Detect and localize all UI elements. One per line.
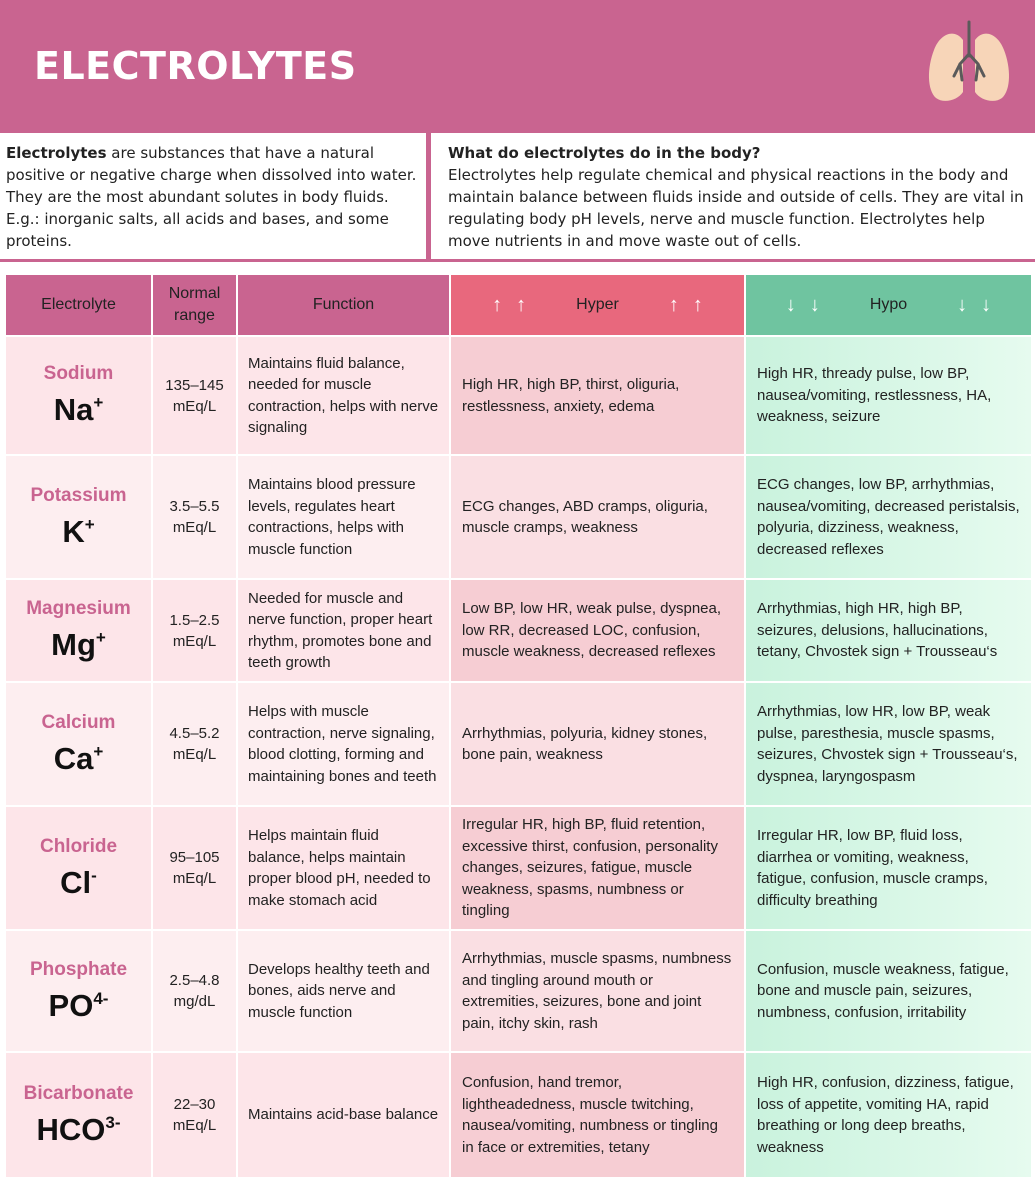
header-normal-range: Normal range: [153, 275, 236, 335]
electrolyte-cell: [6, 931, 151, 1051]
electrolyte-name: Phosphate: [29, 958, 128, 980]
electrolyte-symbol: Mg+: [51, 627, 106, 662]
hypo-cell: Confusion, muscle weakness, fatigue, bone and muscle pain, seizures, numbness, confusion, irritability: [746, 931, 1031, 1051]
hypo-cell: ECG changes, low BP, arrhythmias, nausea/vomiting, decreased peristalsis, polyuria, dizziness, weakness, decreased reflexes: [746, 456, 1031, 578]
normal-range-cell: 3.5–5.5 mEq/L: [153, 456, 236, 578]
arrow-down-icon: ↓: [809, 294, 820, 316]
electrolyte-name: Potassium: [30, 484, 127, 506]
arrow-down-icon: ↓: [785, 294, 796, 316]
arrow-up-icon: ↑: [492, 294, 503, 316]
arrow-up-icon: ↑: [668, 294, 679, 316]
function-cell: Needed for muscle and nerve function, proper heart rhythm, promotes bone and teeth growth: [238, 580, 449, 681]
function-cell: Develops healthy teeth and bones, aids nerve and muscle function: [238, 931, 449, 1051]
definition-text: are substances that have a natural positive or negative charge when dissolved into water. They are the most abundant solutes in body fluids. E.g.: inorganic salts, all acids and bases, and some proteins.: [6, 144, 417, 250]
hyper-cell: High HR, high BP, thirst, oliguria, restlessness, anxiety, edema: [451, 337, 744, 454]
header-hyper: [451, 275, 744, 335]
hyper-cell: ECG changes, ABD cramps, oliguria, muscle cramps, weakness: [451, 456, 744, 578]
charge: 4-: [93, 988, 109, 1008]
table-row: [6, 931, 1031, 1051]
definition-term: Electrolytes: [6, 144, 107, 162]
hyper-cell: Irregular HR, high BP, fluid retention, excessive thirst, confusion, personality changes, seizures, fatigue, muscle weakness, spasms, numbness or tingling: [451, 807, 744, 929]
table-row: [6, 456, 1031, 578]
normal-range-cell: 4.5–5.2 mEq/L: [153, 683, 236, 805]
electrolyte-cell: [6, 683, 151, 805]
hypo-cell: High HR, thready pulse, low BP, nausea/vomiting, restlessness, HA, weakness, seizure: [746, 337, 1031, 454]
hyper-label: Hyper: [576, 296, 619, 313]
hypo-cell: Arrhythmias, high HR, high BP, seizures, delusions, hallucinations, tetany, Chvostek sign + Trousseau‘s: [746, 580, 1031, 681]
header-electrolyte: Electrolyte: [6, 275, 151, 335]
charge: +: [93, 741, 104, 761]
table-row: [6, 683, 1031, 805]
electrolyte-cell: [6, 337, 151, 454]
definition-panel: [0, 133, 426, 259]
hyper-cell: Arrhythmias, muscle spasms, numbness and tingling around mouth or extremities, seizures, bone and joint pain, itchy skin, rash: [451, 931, 744, 1051]
hypo-cell: Arrhythmias, low HR, low BP, weak pulse, paresthesia, muscle spasms, seizures, Chvostek sign + Trousseau‘s, dyspnea, laryngospasm: [746, 683, 1031, 805]
function-cell: Maintains blood pressure levels, regulates heart contractions, helps with muscle function: [238, 456, 449, 578]
electrolyte-name: Sodium: [43, 363, 114, 384]
normal-range-cell: 2.5–4.8 mg/dL: [153, 931, 236, 1051]
function-cell: Maintains fluid balance, needed for muscle contraction, helps with nerve signaling: [238, 337, 449, 454]
charge: +: [84, 514, 95, 534]
charge: 3-: [105, 1112, 121, 1132]
electrolyte-symbol: Ca+: [53, 740, 104, 776]
electrolyte-cell: [6, 807, 151, 929]
electrolyte-symbol: K+: [62, 513, 95, 549]
table-row: [6, 1053, 1031, 1177]
electrolyte-table: [4, 273, 1033, 1179]
charge: -: [91, 865, 97, 885]
arrow-up-icon: ↑: [692, 294, 703, 316]
charge: +: [93, 393, 104, 412]
purpose-answer: Electrolytes help regulate chemical and physical reactions in the body and maintain balance between fluids inside and outside of cells. They are vital in regulating body pH levels, nerve and muscle function. Electrolytes help move nutrients in and move waste out of cells.: [448, 166, 1024, 250]
page-title: ELECTROLYTES: [34, 44, 357, 88]
charge: +: [95, 628, 106, 647]
purpose-panel: [431, 133, 1035, 259]
electrolyte-cell: [6, 1053, 151, 1177]
hyper-cell: Confusion, hand tremor, lightheadedness, muscle twitching, nausea/vomiting, numbness or tingling in face or extremities, tetany: [451, 1053, 744, 1177]
arrow-down-icon: ↓: [957, 294, 968, 316]
hypo-cell: Irregular HR, low BP, fluid loss, diarrhea or vomiting, weakness, fatigue, confusion, muscle cramps, difficulty breathing: [746, 807, 1031, 929]
electrolyte-symbol: Na+: [53, 392, 104, 427]
hyper-cell: Arrhythmias, polyuria, kidney stones, bone pain, weakness: [451, 683, 744, 805]
header-hypo: [746, 275, 1031, 335]
purpose-question: What do electrolytes do in the body?: [448, 144, 761, 162]
electrolyte-symbol: $PO^{4-}$: [48, 987, 109, 1023]
normal-range-cell: 95–105 mEq/L: [153, 807, 236, 929]
table-row: [6, 807, 1031, 929]
electrolyte-symbol: Cl-: [60, 864, 97, 900]
electrolyte-cell: [6, 580, 151, 681]
function-cell: Helps with muscle contraction, nerve signaling, blood clotting, forming and maintaining bones and teeth: [238, 683, 449, 805]
table-row: [6, 337, 1031, 454]
electrolyte-cell: [6, 456, 151, 578]
table-row: [6, 580, 1031, 681]
arrow-down-icon: ↓: [981, 294, 992, 316]
arrow-up-icon: ↑: [516, 294, 527, 316]
electrolyte-name: Calcium: [41, 711, 116, 733]
electrolyte-name: Magnesium: [26, 598, 131, 619]
electrolyte-name: Bicarbonate: [23, 1082, 134, 1104]
hypo-label: Hypo: [869, 296, 908, 313]
electrolyte-name: Chloride: [39, 835, 118, 857]
function-cell: Helps maintain fluid balance, helps maintain proper blood pH, needed to make stomach acid: [238, 807, 449, 929]
electrolyte-symbol: $HCO^{3-}$: [36, 1111, 121, 1147]
header-function: Function: [238, 275, 449, 335]
normal-range-cell: 135–145 mEq/L: [153, 337, 236, 454]
function-cell: Maintains acid-base balance: [238, 1053, 449, 1177]
header-banner: [0, 0, 1035, 130]
hyper-cell: Low BP, low HR, weak pulse, dyspnea, low RR, decreased LOC, confusion, muscle weakness, decreased reflexes: [451, 580, 744, 681]
normal-range-cell: 22–30 mEq/L: [153, 1053, 236, 1177]
lungs-icon: [922, 20, 1016, 106]
normal-range-cell: 1.5–2.5 mEq/L: [153, 580, 236, 681]
hypo-cell: High HR, confusion, dizziness, fatigue, loss of appetite, vomiting HA, rapid breathing or long deep breaths, weakness: [746, 1053, 1031, 1177]
